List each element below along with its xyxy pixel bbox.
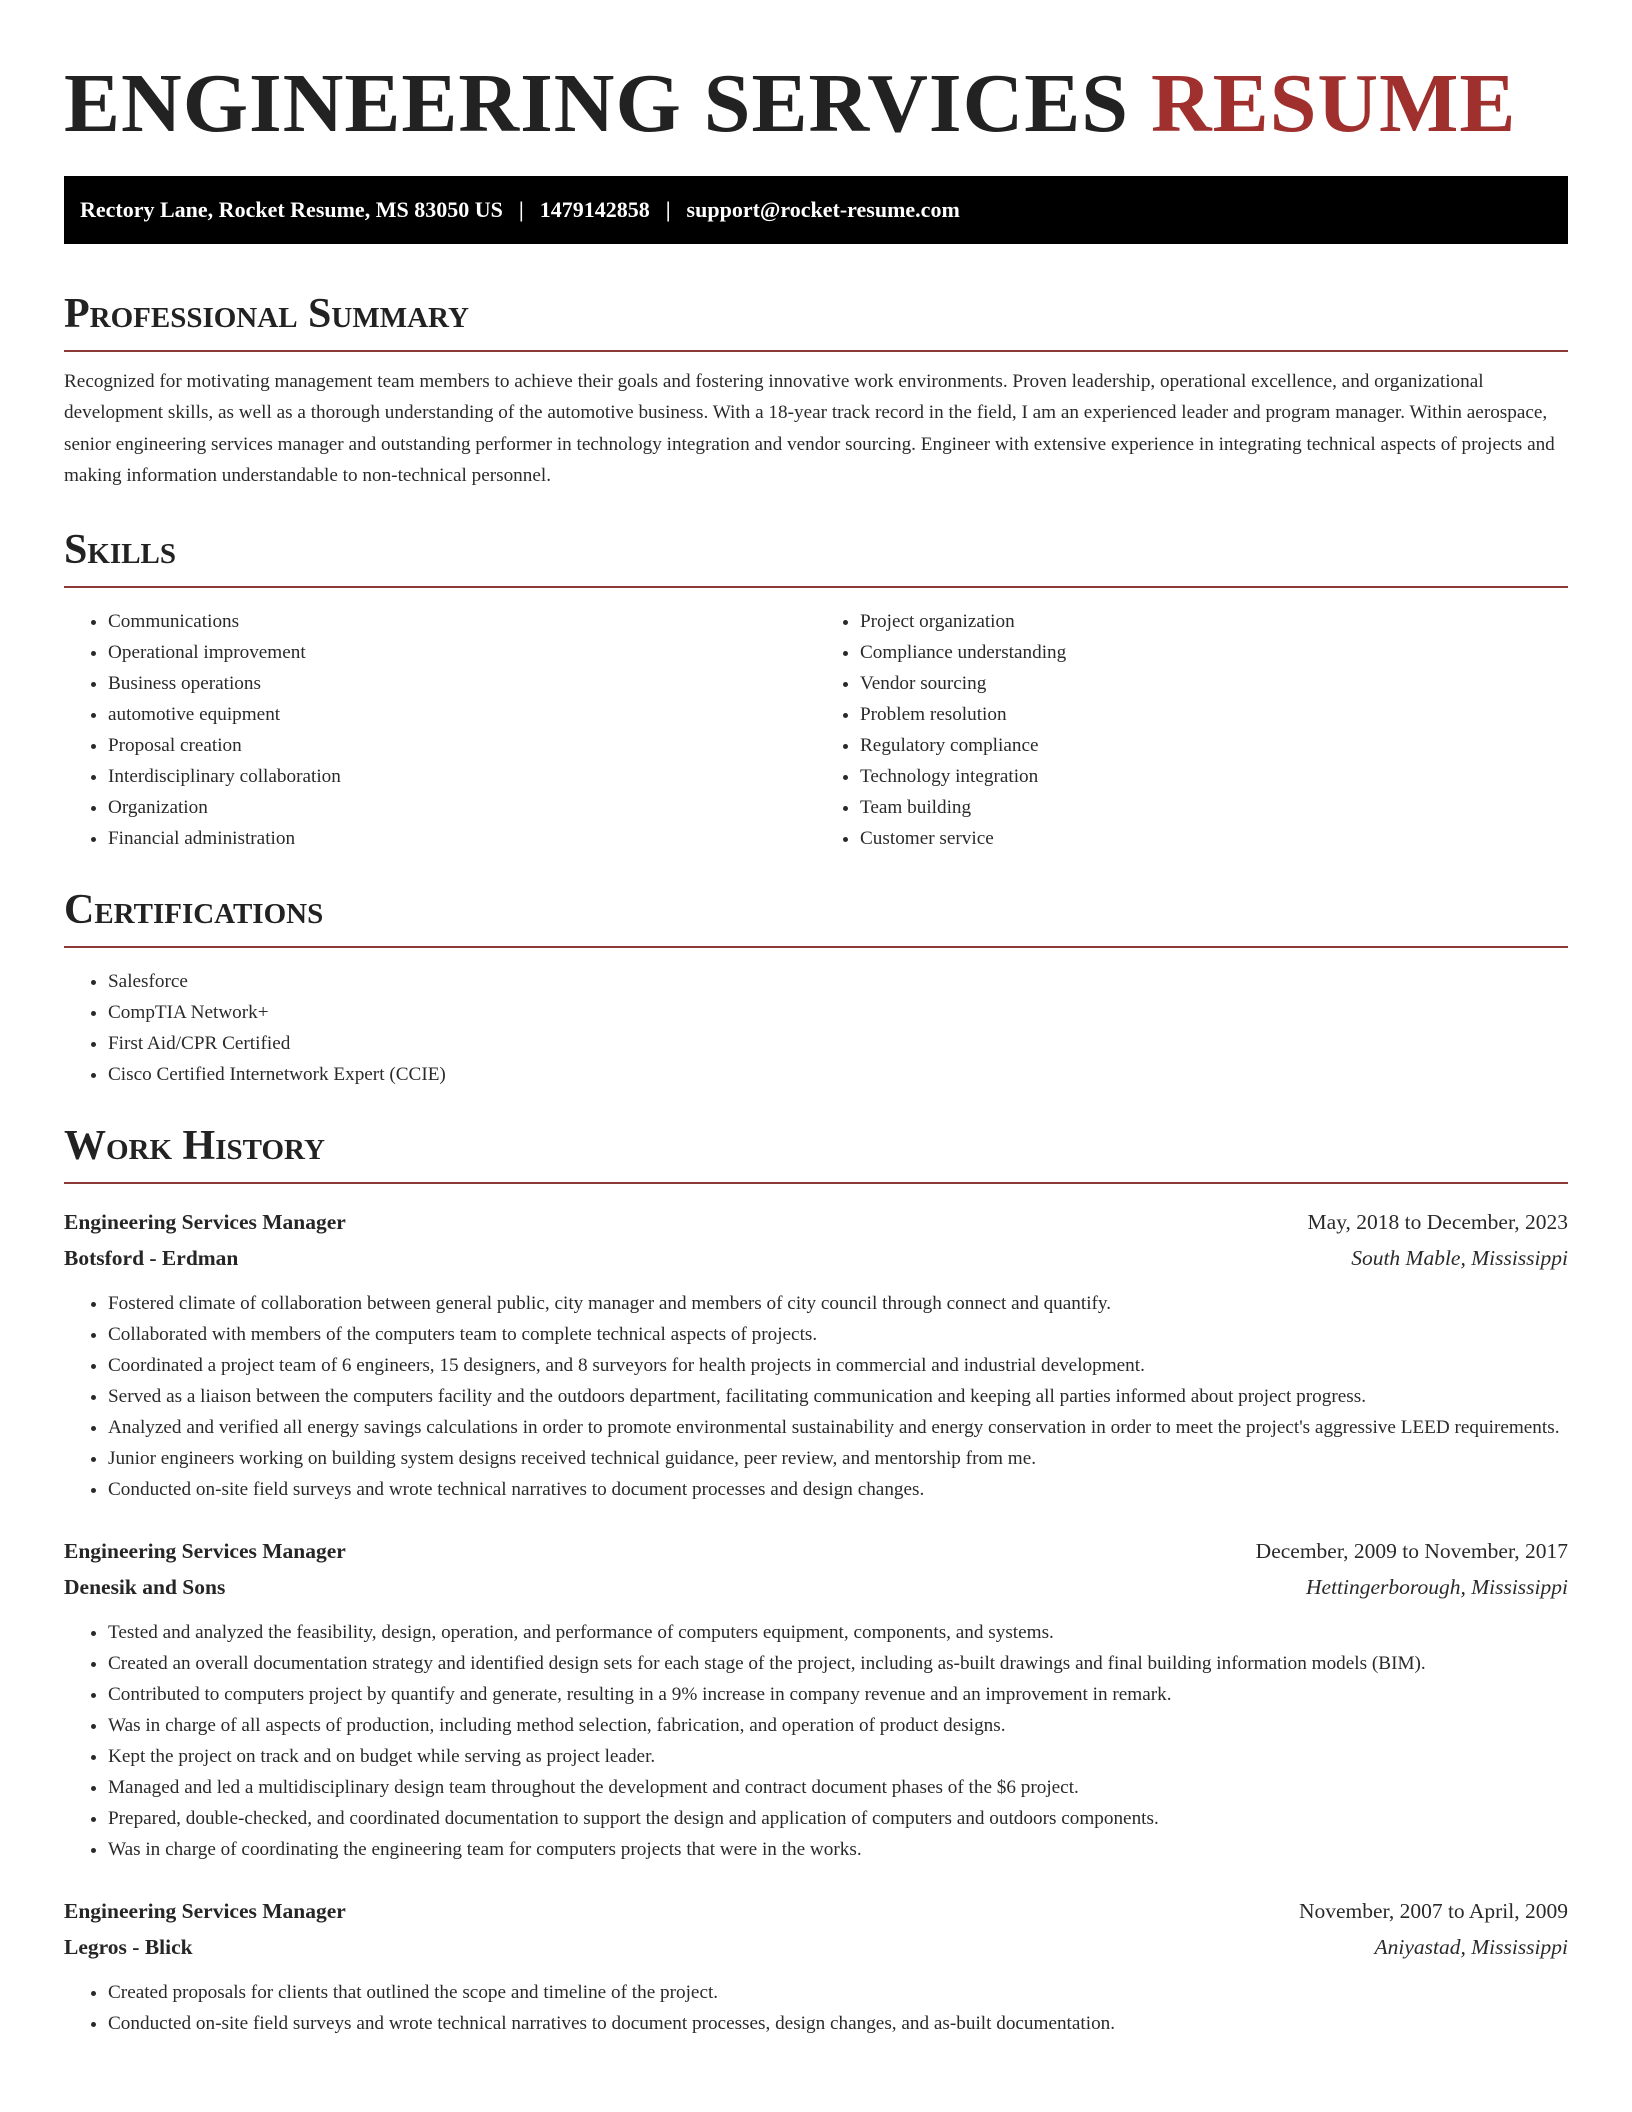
job-dates: December, 2009 to November, 2017	[1255, 1538, 1568, 1563]
certification-item: • CompTIA Network+	[108, 997, 1568, 1028]
job-dates: May, 2018 to December, 2023	[1307, 1209, 1568, 1234]
job-bullets	[64, 1977, 1568, 2039]
resume-title	[64, 56, 1568, 152]
skills-list-right	[816, 606, 1568, 854]
job-bullet: • Prepared, double-checked, and coordinated documentation to support the design and application of computers and outdoors components.	[108, 1803, 1568, 1834]
section-heading-skills: Skills	[64, 524, 1568, 588]
skill-item: • Project organization	[860, 606, 1568, 637]
job-company: Botsford - Erdman	[64, 1245, 239, 1270]
job-title: Engineering Services Manager	[64, 1538, 346, 1563]
job-bullet: • Collaborated with members of the computers team to complete technical aspects of projects.	[108, 1319, 1568, 1350]
skill-item: • automotive equipment	[108, 699, 816, 730]
contact-separator: |	[665, 197, 671, 222]
job-bullet: • Kept the project on track and on budget while serving as project leader.	[108, 1741, 1568, 1772]
certification-item: • Salesforce	[108, 966, 1568, 997]
job-bullet: • Was in charge of coordinating the engineering team for computers projects that were in the works.	[108, 1834, 1568, 1865]
skills-grid	[64, 606, 1568, 854]
job-bullet: • Tested and analyzed the feasibility, design, operation, and performance of computers equipment, components, and systems.	[108, 1617, 1568, 1648]
contact-bar	[64, 176, 1568, 244]
job-bullet: • Was in charge of all aspects of production, including method selection, fabrication, and operation of product designs.	[108, 1710, 1568, 1741]
section-heading-work-history: Work History	[64, 1120, 1568, 1184]
job-entry	[64, 1893, 1568, 2039]
job-entry	[64, 1204, 1568, 1505]
job-bullet: • Created proposals for clients that outlined the scope and timeline of the project.	[108, 1977, 1568, 2008]
contact-address: Rectory Lane, Rocket Resume, MS 83050 US	[80, 197, 503, 222]
job-company: Legros - Blick	[64, 1934, 193, 1959]
job-location: Hettingerborough, Mississippi	[1306, 1574, 1568, 1599]
section-heading-summary: Professional Summary	[64, 288, 1568, 352]
job-header-row	[64, 1204, 1568, 1240]
job-bullets	[64, 1288, 1568, 1505]
job-company-row	[64, 1240, 1568, 1276]
job-location: Aniyastad, Mississippi	[1374, 1934, 1568, 1959]
certification-item: • First Aid/CPR Certified	[108, 1028, 1568, 1059]
job-bullet: • Fostered climate of collaboration between general public, city manager and members of city council through connect and quantify.	[108, 1288, 1568, 1319]
skill-item: • Compliance understanding	[860, 637, 1568, 668]
skill-item: • Problem resolution	[860, 699, 1568, 730]
job-bullet: • Coordinated a project team of 6 engineers, 15 designers, and 8 surveyors for health projects in commercial and industrial development.	[108, 1350, 1568, 1381]
contact-email: support@rocket-resume.com	[686, 197, 960, 222]
job-dates: November, 2007 to April, 2009	[1298, 1898, 1568, 1923]
work-history	[64, 1204, 1568, 2039]
skills-list-left	[64, 606, 816, 854]
skill-item: • Organization	[108, 792, 816, 823]
job-header-row	[64, 1893, 1568, 1929]
skill-item: • Proposal creation	[108, 730, 816, 761]
job-bullet: • Contributed to computers project by quantify and generate, resulting in a 9% increase in company revenue and an improvement in remark.	[108, 1679, 1568, 1710]
skill-item: • Communications	[108, 606, 816, 637]
job-title: Engineering Services Manager	[64, 1209, 346, 1234]
skill-item: • Customer service	[860, 823, 1568, 854]
title-accent: RESUME	[1151, 57, 1517, 150]
skill-item: • Financial administration	[108, 823, 816, 854]
title-main: ENGINEERING SERVICES	[64, 57, 1129, 150]
job-bullet: • Served as a liaison between the computers facility and the outdoors department, facilitating communication and keeping all parties informed about project progress.	[108, 1381, 1568, 1412]
job-entry	[64, 1533, 1568, 1865]
job-company-row	[64, 1569, 1568, 1605]
certification-item: • Cisco Certified Internetwork Expert (CCIE)	[108, 1059, 1568, 1090]
job-header-row	[64, 1533, 1568, 1569]
job-bullet: • Managed and led a multidisciplinary design team throughout the development and contract document phases of the $6 project.	[108, 1772, 1568, 1803]
job-title: Engineering Services Manager	[64, 1898, 346, 1923]
job-bullet: • Conducted on-site field surveys and wrote technical narratives to document processes and design changes.	[108, 1474, 1568, 1505]
skill-item: • Vendor sourcing	[860, 668, 1568, 699]
job-bullet: • Created an overall documentation strategy and identified design sets for each stage of the project, including as-built drawings and final building information models (BIM).	[108, 1648, 1568, 1679]
job-company-row	[64, 1929, 1568, 1965]
skill-item: • Business operations	[108, 668, 816, 699]
skill-item: • Regulatory compliance	[860, 730, 1568, 761]
skill-item: • Technology integration	[860, 761, 1568, 792]
contact-phone: 1479142858	[539, 197, 650, 222]
section-heading-certifications: Certifications	[64, 884, 1568, 948]
job-bullet: • Conducted on-site field surveys and wrote technical narratives to document processes, design changes, and as-built documentation.	[108, 2008, 1568, 2039]
contact-separator: |	[518, 197, 524, 222]
job-bullets	[64, 1617, 1568, 1865]
job-bullet: • Analyzed and verified all energy savings calculations in order to promote environmental sustainability and energy conservation in order to meet the project's aggressive LEED requirements.	[108, 1412, 1568, 1443]
job-location: South Mable, Mississippi	[1351, 1245, 1568, 1270]
skill-item: • Team building	[860, 792, 1568, 823]
job-company: Denesik and Sons	[64, 1574, 226, 1599]
skill-item: • Operational improvement	[108, 637, 816, 668]
job-bullet: • Junior engineers working on building system designs received technical guidance, peer review, and mentorship from me.	[108, 1443, 1568, 1474]
summary-text: Recognized for motivating management team members to achieve their goals and fostering innovative work environments. Proven leadership, operational excellence, and organizational development skills, as well as a thorough understanding of the automotive business. With a 18-year track record in the field, I am an experienced leader and program manager. Within aerospace, senior engineering services manager and outstanding performer in technology integration and vendor sourcing. Engineer with extensive experience in integrating technical aspects of projects and making information understandable to non-technical personnel.	[64, 371, 1555, 487]
skill-item: • Interdisciplinary collaboration	[108, 761, 816, 792]
certifications-list	[64, 966, 1568, 1090]
